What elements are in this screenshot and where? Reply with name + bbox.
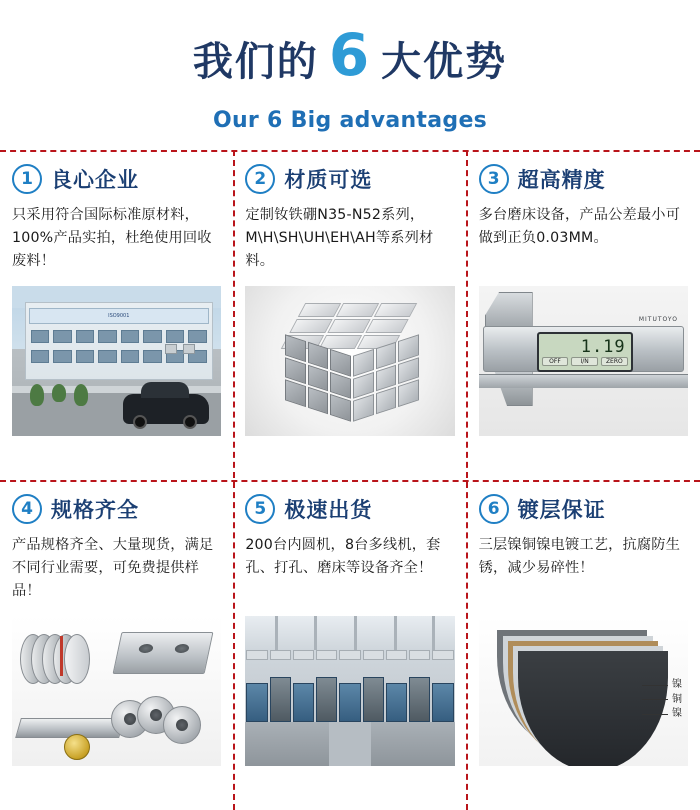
assorted-magnets-photo bbox=[12, 616, 221, 766]
coin-scale-reference bbox=[64, 734, 90, 760]
advantage-6-title: 镀层保证 bbox=[517, 498, 606, 522]
factory-building-photo bbox=[12, 286, 221, 436]
title-number: 6 bbox=[328, 20, 372, 89]
layer-label-3: 镍 bbox=[671, 708, 682, 719]
advantage-5-header bbox=[245, 494, 454, 524]
ring-magnet-group bbox=[111, 696, 207, 752]
caliper-button-inmm[interactable]: I/N bbox=[571, 357, 598, 366]
advantage-4-body: 产品规格齐全、大量现货，满足不同行业需要，可免费提供样品！ bbox=[12, 537, 214, 599]
magnet-cube-photo bbox=[245, 286, 454, 436]
page-subtitle: Our 6 Big advantages bbox=[212, 107, 488, 133]
advantage-2-header bbox=[245, 164, 454, 194]
page-title bbox=[192, 20, 508, 89]
layer-label-1: 镍 bbox=[671, 679, 682, 690]
coating-layers-diagram bbox=[479, 616, 688, 766]
caliper-button-row bbox=[539, 357, 631, 366]
advantage-2-body: 定制钕铁硼N35-N52系列，M\H\SH\UH\EH\AH等系列材料。 bbox=[245, 207, 434, 269]
ac-unit-icon bbox=[183, 344, 195, 354]
workshop-aisle bbox=[329, 722, 371, 766]
leader-line bbox=[642, 699, 668, 700]
advantage-4-header bbox=[12, 494, 221, 524]
caliper-button-off[interactable]: OFF bbox=[542, 357, 569, 366]
advantage-4-title: 规格齐全 bbox=[51, 498, 139, 522]
title-prefix: 我们的 bbox=[192, 38, 319, 85]
advantage-6-body: 三层镍铜镍电镀工艺，抗腐防生锈，减少易碎性！ bbox=[478, 537, 681, 576]
car-shape bbox=[123, 394, 209, 424]
coating-layer-labels bbox=[642, 678, 682, 722]
machine-row bbox=[245, 650, 454, 722]
advantage-1-header bbox=[12, 164, 221, 194]
counterbore-block-magnet bbox=[113, 632, 214, 674]
advantage-1-number-badge: 1 bbox=[12, 164, 42, 194]
workshop-machines-photo bbox=[245, 616, 454, 766]
leader-line bbox=[642, 685, 668, 686]
poster-header bbox=[0, 0, 700, 150]
leader-line bbox=[642, 714, 668, 715]
tree-icon bbox=[52, 384, 66, 402]
digital-caliper-photo bbox=[479, 286, 688, 436]
disc-magnet-stack bbox=[20, 634, 92, 686]
window-row-2 bbox=[31, 350, 207, 363]
advantage-card-2 bbox=[233, 150, 466, 480]
caliper-brand-label: MITUTOYO bbox=[638, 316, 678, 323]
advantage-3-header bbox=[479, 164, 688, 194]
red-marker-line bbox=[60, 636, 63, 676]
advantage-card-4 bbox=[0, 480, 233, 810]
tree-icon bbox=[30, 384, 44, 406]
advantage-5-number-badge: 5 bbox=[245, 494, 275, 524]
coating-cross-section bbox=[497, 630, 647, 750]
title-suffix: 大优势 bbox=[381, 38, 508, 85]
advantage-card-5 bbox=[233, 480, 466, 810]
advantage-4-number-badge: 4 bbox=[12, 494, 42, 524]
advantage-5-title: 极速出货 bbox=[284, 498, 373, 522]
advantage-3-body: 多台磨床设备，产品公差最小可做到正负0.03MM。 bbox=[478, 207, 681, 246]
ac-unit-icon bbox=[165, 344, 177, 354]
caliper-button-zero[interactable]: ZERO bbox=[601, 357, 628, 366]
cube-shape bbox=[275, 301, 425, 421]
window-row-1 bbox=[31, 330, 207, 343]
advantage-6-number-badge: 6 bbox=[479, 494, 509, 524]
advantage-card-6 bbox=[467, 480, 700, 810]
advantage-card-3 bbox=[467, 150, 700, 480]
caliper-rail bbox=[479, 374, 688, 388]
advantage-5-body: 200台内圆机，8台多线机，套孔、打孔、磨床等设备齐全！ bbox=[245, 537, 441, 576]
building-banner: ISO9001 bbox=[29, 308, 209, 324]
caliper-display bbox=[537, 332, 633, 372]
advantage-2-number-badge: 2 bbox=[245, 164, 275, 194]
advantage-1-title: 良心企业 bbox=[51, 168, 139, 192]
layer-label-2: 铜 bbox=[671, 693, 682, 705]
advantages-grid bbox=[0, 150, 700, 810]
advantage-6-header bbox=[479, 494, 688, 524]
advantage-3-number-badge: 3 bbox=[479, 164, 509, 194]
advantage-3-title: 超高精度 bbox=[517, 168, 606, 192]
tree-icon bbox=[74, 384, 88, 406]
workshop-roof bbox=[245, 616, 454, 650]
advantage-card-1 bbox=[0, 150, 233, 480]
advantage-2-title: 材质可选 bbox=[284, 168, 373, 192]
advantage-1-body: 只采用符合国际标准原材料，100%产品实拍，杜绝使用回收废料！ bbox=[12, 207, 212, 269]
caliper-reading-value: 1.19 bbox=[580, 337, 626, 357]
